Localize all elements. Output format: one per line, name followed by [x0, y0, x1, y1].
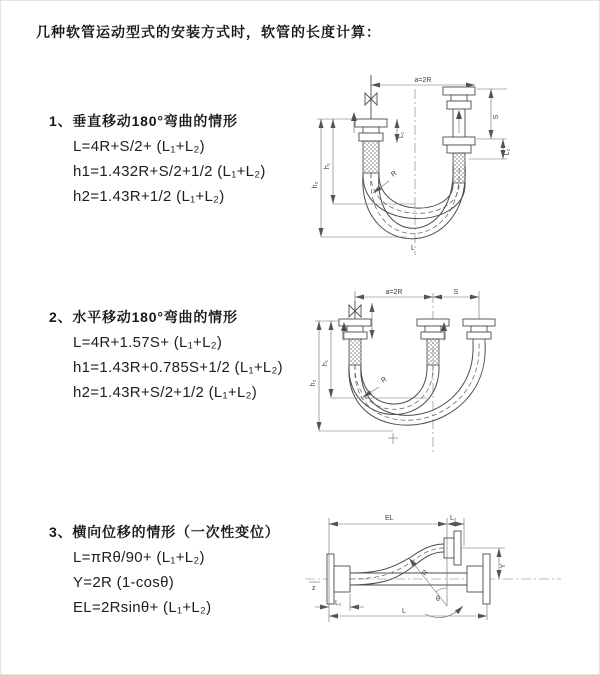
flange-right: [463, 319, 495, 343]
dimension-l1-label: L₁: [398, 131, 405, 139]
section-2-formula-h2: h2=1.43R+S/2+1/2 (L₁+L₂): [73, 384, 258, 401]
section-2-heading: 2、水平移动180°弯曲的情形: [49, 309, 238, 325]
dimension-h1: [315, 321, 427, 398]
dimension-s-label: S: [493, 114, 500, 120]
section-3-formula-L: L=πRθ/90+ (L₁+L₂): [73, 549, 205, 566]
dimension-h2-label: h₂: [312, 181, 319, 189]
section-3-formula-EL: EL=2Rsinθ+ (L₁+L₂): [73, 599, 212, 616]
dimension-a2r: [371, 77, 475, 85]
datum-mark: [309, 582, 320, 592]
braided-hose-section: [427, 339, 439, 365]
hose-loops: [363, 165, 465, 239]
dimension-h2-label: h₂: [310, 379, 317, 387]
dimension-s-label: S: [453, 289, 459, 296]
section-3-heading: 3、横向位移的情形（一次性变位）: [49, 524, 280, 540]
radius-label: R: [421, 568, 430, 578]
section-3-formula-Y: Y=2R (1-cosθ): [73, 574, 175, 591]
hose-loops: [349, 343, 485, 425]
radius-label: R: [390, 170, 399, 179]
dimension-l-label: L: [402, 608, 406, 615]
braided-hose-section: [363, 141, 379, 173]
dimension-l1-label: L₁: [335, 600, 342, 607]
page-title: 几种软管运动型式的安装方式时，软管的长度计算：: [36, 24, 381, 40]
dimension-l1: [397, 119, 405, 143]
dimension-l2-label: L₂: [504, 148, 511, 156]
flange-displaced: [444, 531, 461, 565]
dimension-l1: [315, 594, 364, 611]
radius-label: R: [380, 376, 389, 385]
angle-theta-label: θ: [436, 596, 440, 603]
section-1-formula-h2: h2=1.43R+1/2 (L₁+L₂): [73, 188, 225, 205]
dimension-s: [433, 289, 479, 297]
section-2-formula-h1: h1=1.43R+0.785S+1/2 (L₁+L₂): [73, 359, 283, 376]
dimension-h1-label: h₁: [322, 359, 329, 367]
valve-flange-left: [355, 75, 387, 173]
diagram-horizontal-180-bend: [309, 283, 600, 463]
radius-leader: [409, 558, 447, 606]
dimension-y-label: Y: [500, 563, 507, 569]
dimension-l: [329, 604, 487, 620]
section-1-heading: 1、垂直移动180°弯曲的情形: [49, 113, 238, 129]
section-2-formula-L: L=4R+1.57S+ (L₁+L₂): [73, 334, 223, 351]
length-label: L: [411, 245, 415, 252]
valve-icon: [349, 305, 355, 317]
angle-theta: [425, 588, 463, 618]
section-1-formula-L: L=4R+S/2+ (L₁+L₂): [73, 138, 205, 155]
dimension-l2-label: L₂: [450, 515, 457, 522]
diagram-lateral-displacement: [299, 504, 600, 656]
datum-mark-label: z: [312, 585, 316, 592]
dimension-s: [477, 89, 507, 139]
valve-icon: [365, 93, 371, 105]
dimension-h1-label: h₁: [324, 162, 331, 170]
flange-left: [327, 554, 350, 604]
dimension-el-label: EL: [385, 515, 394, 522]
diagram-vertical-180-bend: [311, 73, 600, 263]
bottom-tick: [388, 433, 398, 444]
section-1-formula-h1: h1=1.432R+S/2+1/2 (L₁+L₂): [73, 163, 266, 180]
dimension-a2r-label: a=2R: [385, 289, 403, 296]
dimension-a2r: [355, 289, 479, 319]
dimension-a2r-label: a=2R: [414, 77, 432, 84]
radius-leader: [373, 170, 398, 193]
braided-hose-section: [349, 339, 361, 365]
